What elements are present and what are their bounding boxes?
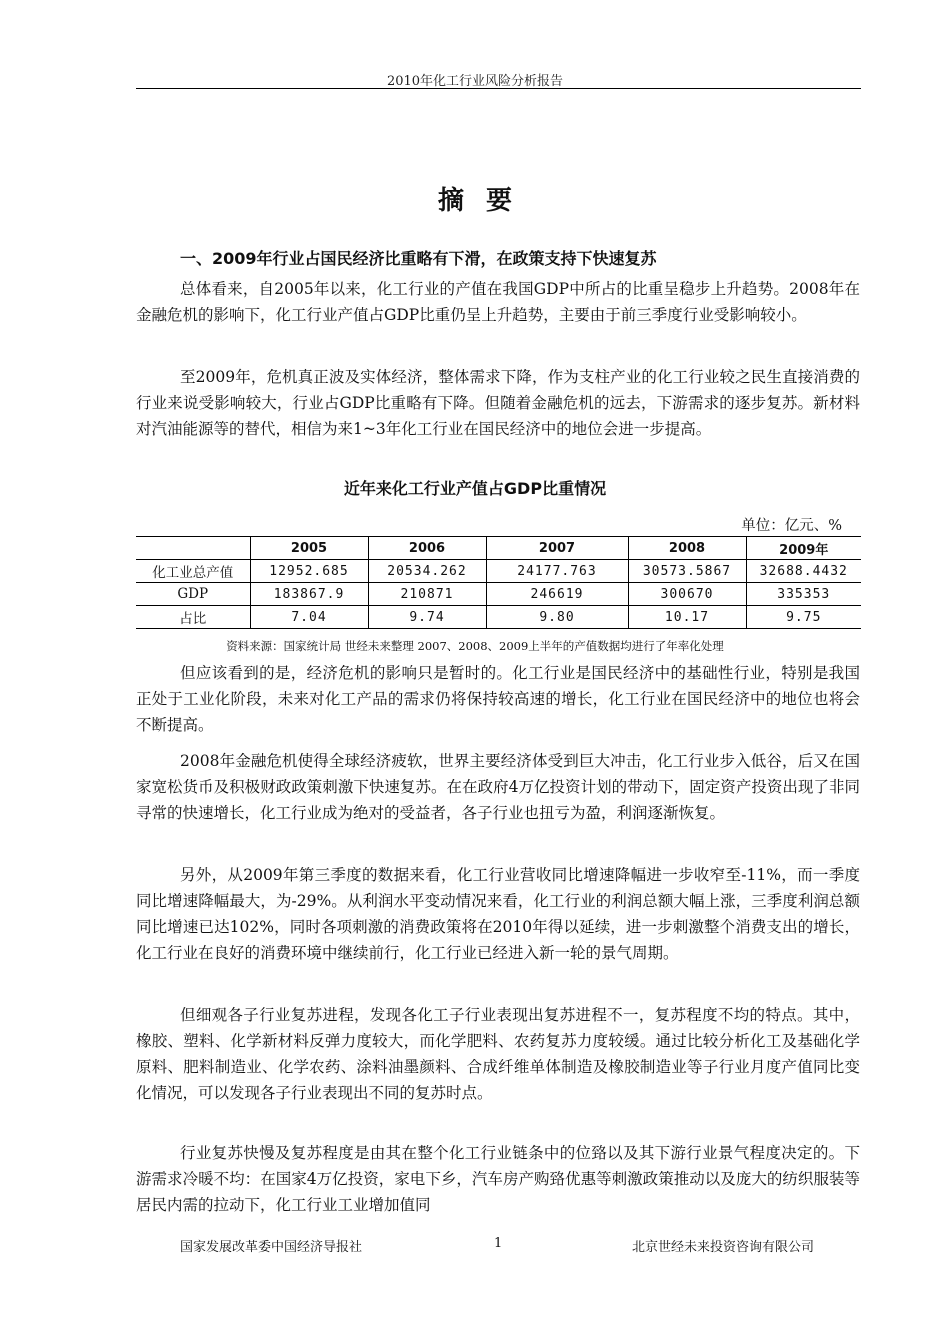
table-cell: 9.74 [368, 606, 486, 629]
table-unit-label: 单位：亿元、% [741, 518, 842, 534]
table-cell: 32688.4432 [746, 560, 861, 583]
paragraph: 2008年金融危机使得全球经济疲软，世界主要经济体受到巨大冲击，化工行业步入低谷，后又在国家宽松货币及积极财政政策刺激下快速复苏。在在政府4万亿投资计划的带动下，固定资产投资出现了非同寻常的快速增长，化工行业成为绝对的受益者，各子行业也扭亏为盈，利润逐渐恢复。 [136, 752, 860, 822]
column-header: 2006 [368, 537, 486, 560]
table-cell: 335353 [746, 583, 861, 606]
table-cell: 183867.9 [250, 583, 368, 606]
row-label: 化工业总产值 [152, 565, 234, 581]
paragraph: 另外，从2009年第三季度的数据来看，化工行业营收同比增速降幅进一步收窄至-11%，而一季度同比增速降幅最大，为-29%。从利润水平变动情况来看，化工行业的利润总额大幅上涨，三季度利润总额同比增速已达102%，同时各项刺激的消费政策将在2010年得以延续，进一步刺激整个消费支出的增长，化工行业在良好的消费环境中继续前行，化工行业已经进入新一轮的景气周期。 [136, 866, 860, 962]
footer-publisher: 国家发展改革委中国经济导报社 [180, 1240, 363, 1255]
column-header: 2008 [628, 537, 746, 560]
table-cell: 20534.262 [368, 560, 486, 583]
table-row [136, 606, 861, 629]
page-number: 1 [494, 1236, 503, 1251]
table-cell: 24177.763 [486, 560, 628, 583]
row-label: 占比 [179, 611, 207, 627]
column-header: 2007 [486, 537, 628, 560]
table-row [136, 560, 861, 583]
table-cell: 7.04 [250, 606, 368, 629]
table-cell: 30573.5867 [628, 560, 746, 583]
column-header [136, 537, 250, 560]
table-cell: 246619 [486, 583, 628, 606]
paragraph: 但应该看到的是，经济危机的影响只是暂时的。化工行业是国民经济中的基础性行业，特别是我国正处于工业化阶段，未来对化工产品的需求仍将保持较高速的增长，化工行业在国民经济中的地位也将会不断提高。 [136, 664, 860, 734]
footer-company: 北京世经未来投资咨询有限公司 [632, 1240, 815, 1255]
paragraph: 行业复苏快慢及复苏程度是由其在整个化工行业链条中的位臵以及其下游行业景气程度决定的。下游需求冷暖不均：在国家4万亿投资，家电下乡，汽车房产购臵优惠等刺激政策推动以及庞大的纺织服装等居民内需的拉动下，化工行业工业增加值同 [136, 1144, 860, 1214]
row-label: GDP [177, 586, 209, 602]
running-header: 2010年化工行业风险分析报告 [386, 74, 564, 89]
section-heading: 一、2009年行业占国民经济比重略有下滑，在政策支持下快速复苏 [180, 249, 657, 268]
table-header-row [136, 537, 861, 560]
table-cell: 210871 [368, 583, 486, 606]
paragraph: 至2009年，危机真正波及实体经济，整体需求下降，作为支柱产业的化工行业较之民生直接消费的行业来说受影响较大，行业占GDP比重略有下降。但随着金融危机的远去，下游需求的逐步复苏。新材料对汽油能源等的替代，相信为来1~3年化工行业在国民经济中的地位会进一步提高。 [136, 368, 860, 438]
table-source-note: 资料来源：国家统计局 世经未来整理 2007、2008、2009上半年的产值数据均进行了年率化处理 [226, 639, 724, 653]
table-cell: 300670 [628, 583, 746, 606]
table-cell: 10.17 [628, 606, 746, 629]
table-cell: 12952.685 [250, 560, 368, 583]
header-rule [136, 88, 861, 89]
column-header: 2009年 [746, 537, 861, 560]
document-title: 摘要 [437, 186, 534, 216]
table-title: 近年来化工行业产值占GDP比重情况 [343, 479, 607, 498]
paragraph: 但细观各子行业复苏进程，发现各化工子行业表现出复苏进程不一，复苏程度不均的特点。其中，橡胶、塑料、化学新材料反弹力度较大，而化学肥料、农药复苏力度较缓。通过比较分析化工及基础化学原料、肥料制造业、化学农药、涂料油墨颜料、合成纤维单体制造及橡胶制造业等子行业月度产值同比变化情况，可以发现各子行业表现出不同的复苏时点。 [136, 1006, 860, 1102]
column-header: 2005 [250, 537, 368, 560]
table-cell: 9.80 [486, 606, 628, 629]
table-cell: 9.75 [746, 606, 861, 629]
table-row [136, 583, 861, 606]
gdp-share-table [136, 536, 861, 629]
paragraph: 总体看来，自2005年以来，化工行业的产值在我国GDP中所占的比重呈稳步上升趋势。2008年在金融危机的影响下，化工行业产值占GDP比重仍呈上升趋势，主要由于前三季度行业受影响较小。 [136, 280, 860, 324]
